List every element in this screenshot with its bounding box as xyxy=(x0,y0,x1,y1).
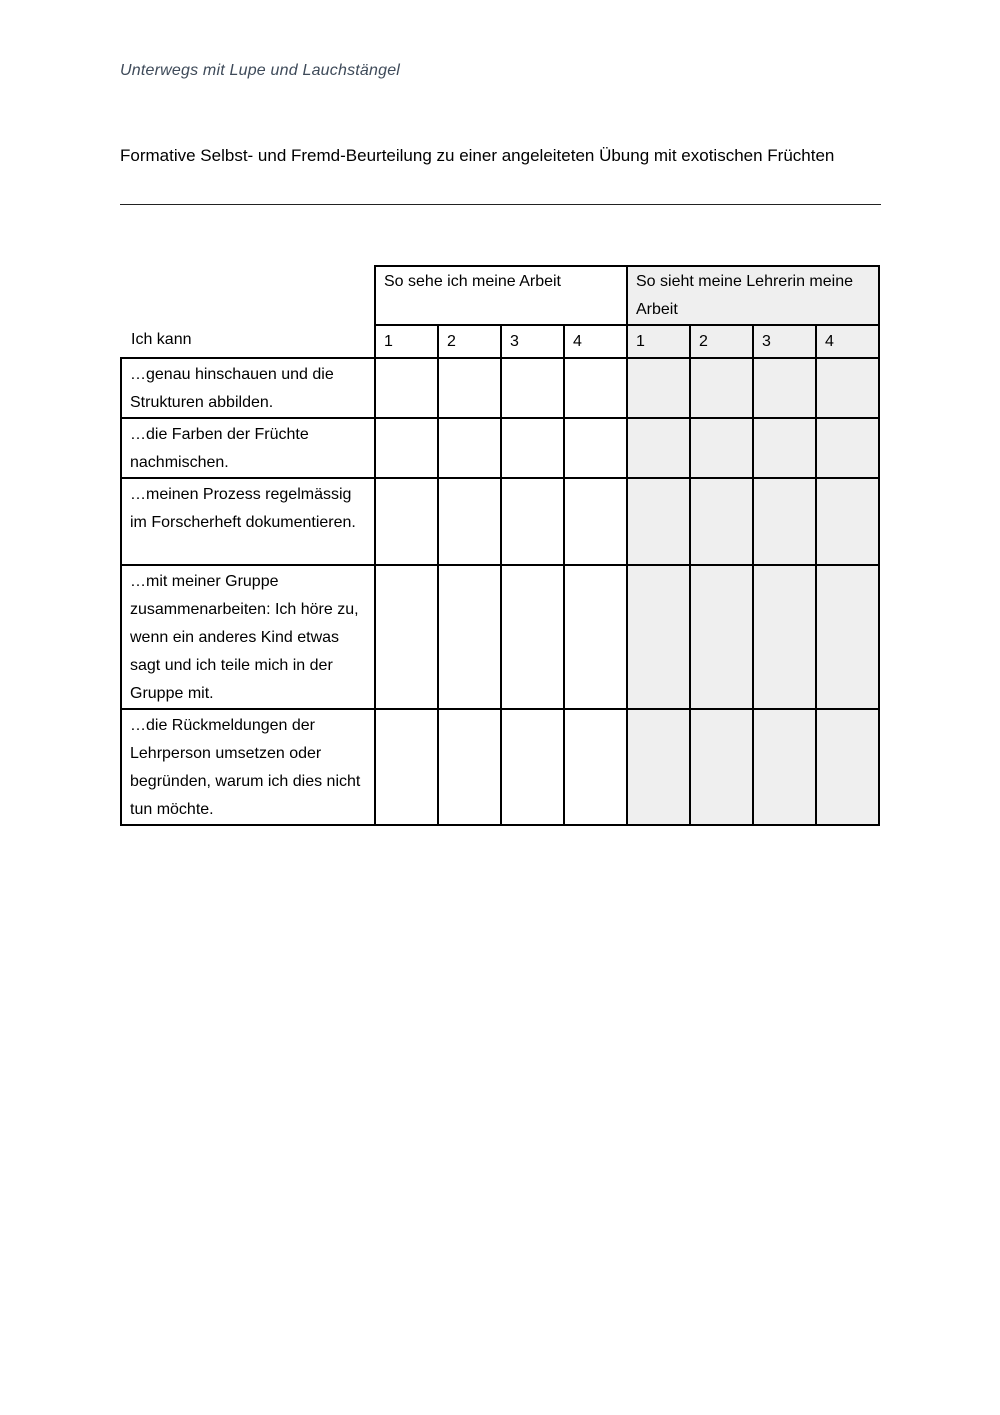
rating-cell-teacher-1[interactable] xyxy=(627,418,690,478)
rating-cell-self-3[interactable] xyxy=(501,478,564,565)
rating-cell-teacher-4[interactable] xyxy=(816,418,879,478)
rating-cell-teacher-3[interactable] xyxy=(753,478,816,565)
criterion-row xyxy=(121,358,879,418)
scale-header-self-3: 3 xyxy=(501,325,564,358)
rating-cell-self-1[interactable] xyxy=(375,478,438,565)
assessment-table xyxy=(120,265,880,826)
criterion-label: …die Farben der Früchte nachmischen. xyxy=(121,418,375,478)
rating-cell-self-4[interactable] xyxy=(564,565,627,709)
rating-cell-self-3[interactable] xyxy=(501,565,564,709)
corner-blank-cell xyxy=(121,266,375,325)
criterion-label: …meinen Prozess regelmässig im Forscherheft dokumentieren. xyxy=(121,478,375,565)
rating-cell-teacher-2[interactable] xyxy=(690,358,753,418)
rating-cell-self-2[interactable] xyxy=(438,565,501,709)
criterion-label: …mit meiner Gruppe zusammenarbeiten: Ich höre zu, wenn ein anderes Kind etwas sagt und ich teile mich in der Gruppe mit. xyxy=(121,565,375,709)
rating-cell-self-1[interactable] xyxy=(375,358,438,418)
scale-header-self-2: 2 xyxy=(438,325,501,358)
rating-cell-teacher-4[interactable] xyxy=(816,565,879,709)
rating-cell-teacher-1[interactable] xyxy=(627,709,690,825)
page-title: Formative Selbst- und Fremd-Beurteilung zu einer angeleiteten Übung mit exotischen Früchten xyxy=(120,146,835,165)
rating-cell-self-3[interactable] xyxy=(501,709,564,825)
rating-cell-self-4[interactable] xyxy=(564,478,627,565)
rating-cell-teacher-2[interactable] xyxy=(690,709,753,825)
criterion-row xyxy=(121,709,879,825)
rating-cell-self-2[interactable] xyxy=(438,358,501,418)
title-divider-line xyxy=(120,204,881,205)
rating-cell-teacher-2[interactable] xyxy=(690,418,753,478)
rating-cell-teacher-3[interactable] xyxy=(753,418,816,478)
scale-header-self-4: 4 xyxy=(564,325,627,358)
rating-cell-teacher-2[interactable] xyxy=(690,478,753,565)
rating-cell-self-3[interactable] xyxy=(501,418,564,478)
corner-label-ich-kann: Ich kann xyxy=(121,325,375,358)
rating-cell-teacher-4[interactable] xyxy=(816,358,879,418)
scale-header-teacher-1: 1 xyxy=(627,325,690,358)
rating-cell-teacher-1[interactable] xyxy=(627,478,690,565)
rating-cell-self-4[interactable] xyxy=(564,418,627,478)
rating-cell-self-2[interactable] xyxy=(438,709,501,825)
scale-header-teacher-4: 4 xyxy=(816,325,879,358)
rating-cell-teacher-4[interactable] xyxy=(816,478,879,565)
rating-cell-self-3[interactable] xyxy=(501,358,564,418)
rating-cell-self-1[interactable] xyxy=(375,418,438,478)
group-header-teacher: So sieht meine Lehrerin meine Arbeit xyxy=(627,266,879,325)
scale-header-teacher-2: 2 xyxy=(690,325,753,358)
rating-cell-teacher-3[interactable] xyxy=(753,565,816,709)
running-header: Unterwegs mit Lupe und Lauchstängel xyxy=(120,62,401,79)
rating-cell-self-2[interactable] xyxy=(438,478,501,565)
group-header-self: So sehe ich meine Arbeit xyxy=(375,266,627,325)
scale-header-row xyxy=(121,325,879,358)
criterion-row xyxy=(121,478,879,565)
criterion-row xyxy=(121,565,879,709)
rating-cell-teacher-3[interactable] xyxy=(753,358,816,418)
group-header-row xyxy=(121,266,879,325)
scale-header-self-1: 1 xyxy=(375,325,438,358)
rating-cell-self-4[interactable] xyxy=(564,358,627,418)
rating-cell-self-4[interactable] xyxy=(564,709,627,825)
rating-cell-teacher-1[interactable] xyxy=(627,358,690,418)
criterion-label: …genau hinschauen und die Strukturen abbilden. xyxy=(121,358,375,418)
rating-cell-self-1[interactable] xyxy=(375,565,438,709)
scale-header-teacher-3: 3 xyxy=(753,325,816,358)
criterion-label: …die Rückmeldungen der Lehrperson umsetzen oder begründen, warum ich dies nicht tun möchte. xyxy=(121,709,375,825)
rating-cell-teacher-1[interactable] xyxy=(627,565,690,709)
rating-cell-teacher-4[interactable] xyxy=(816,709,879,825)
rating-cell-teacher-2[interactable] xyxy=(690,565,753,709)
criterion-row xyxy=(121,418,879,478)
rating-cell-self-2[interactable] xyxy=(438,418,501,478)
rating-cell-self-1[interactable] xyxy=(375,709,438,825)
rating-cell-teacher-3[interactable] xyxy=(753,709,816,825)
